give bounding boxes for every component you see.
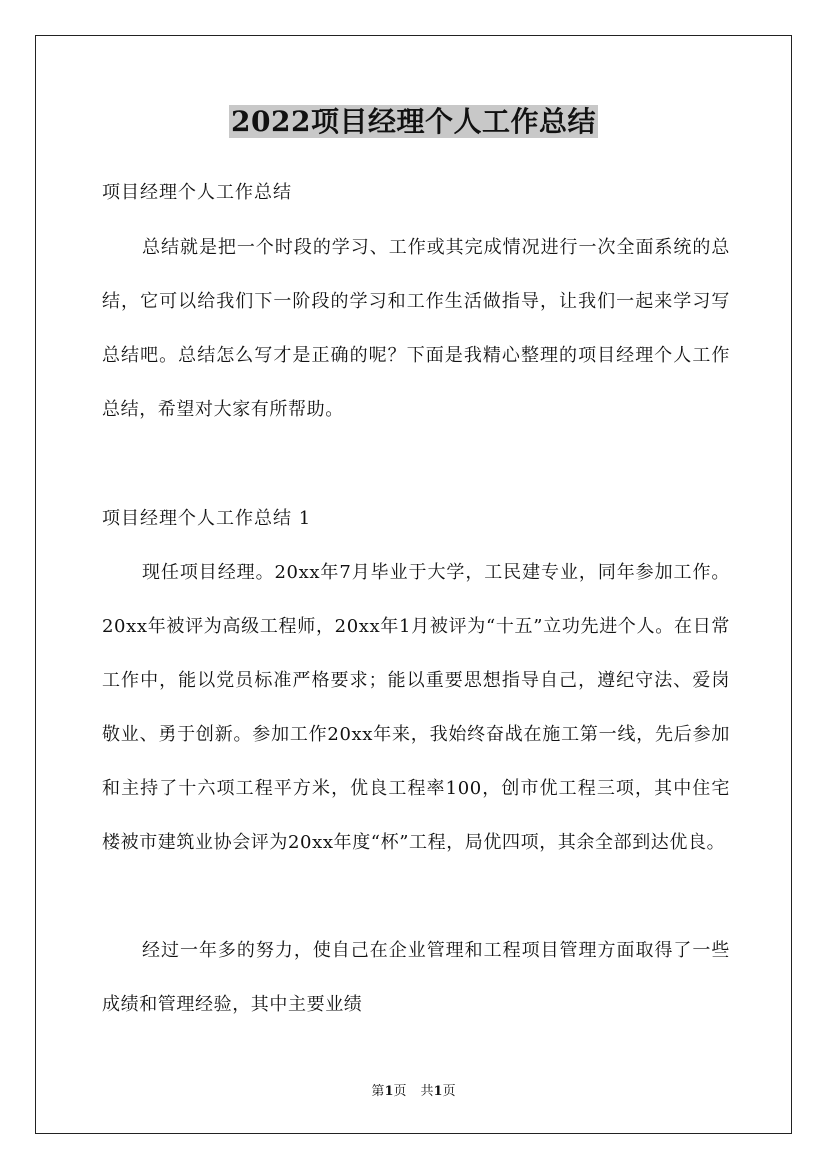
footer-total-number: 1 [433, 1084, 443, 1099]
footer-total-suffix: 页 [442, 1084, 456, 1099]
footer-total-prefix: 共 [420, 1084, 434, 1099]
section-1-paragraph-1: 现任项目经理。20xx年7月毕业于大学，工民建专业，同年参加工作。20xx年被评为高级工程师，20xx年1月被评为“十五”立功先进个人。在日常工作中，能以党员标准严格要求；能以重要思想指导自己，遵纪守法、爱岗敬业、勇于创新。参加工作20xx年来，我始终奋战在施工第一线，先后参加和主持了十六项工程平方米，优良工程率100，创市优工程三项，其中住宅楼被市建筑业协会评为20xx年度“杯”工程，局优四项，其余全部到达优良。 [102, 562, 730, 853]
intro-paragraph: 总结就是把一个时段的学习、工作或其完成情况进行一次全面系统的总结，它可以给我们下一阶段的学习和工作生活做指导，让我们一起来学习写总结吧。总结怎么写才是正确的呢？下面是我精心整理的项目经理个人工作总结，希望对大家有所帮助。 [102, 237, 730, 420]
footer-page-suffix: 页 [393, 1084, 407, 1099]
page-footer [0, 1082, 827, 1102]
intro-heading: 项目经理个人工作总结 [102, 182, 292, 203]
footer-page-prefix: 第 [371, 1084, 385, 1099]
document-title [0, 100, 827, 144]
section-1-heading: 项目经理个人工作总结 1 [102, 508, 312, 529]
footer-page-number: 1 [384, 1084, 394, 1099]
document-title-text: 2022项目经理个人工作总结 [231, 105, 596, 138]
section-1-paragraph-2: 经过一年多的努力，使自己在企业管理和工程项目管理方面取得了一些成绩和管理经验，其中主要业绩 [102, 940, 730, 1015]
